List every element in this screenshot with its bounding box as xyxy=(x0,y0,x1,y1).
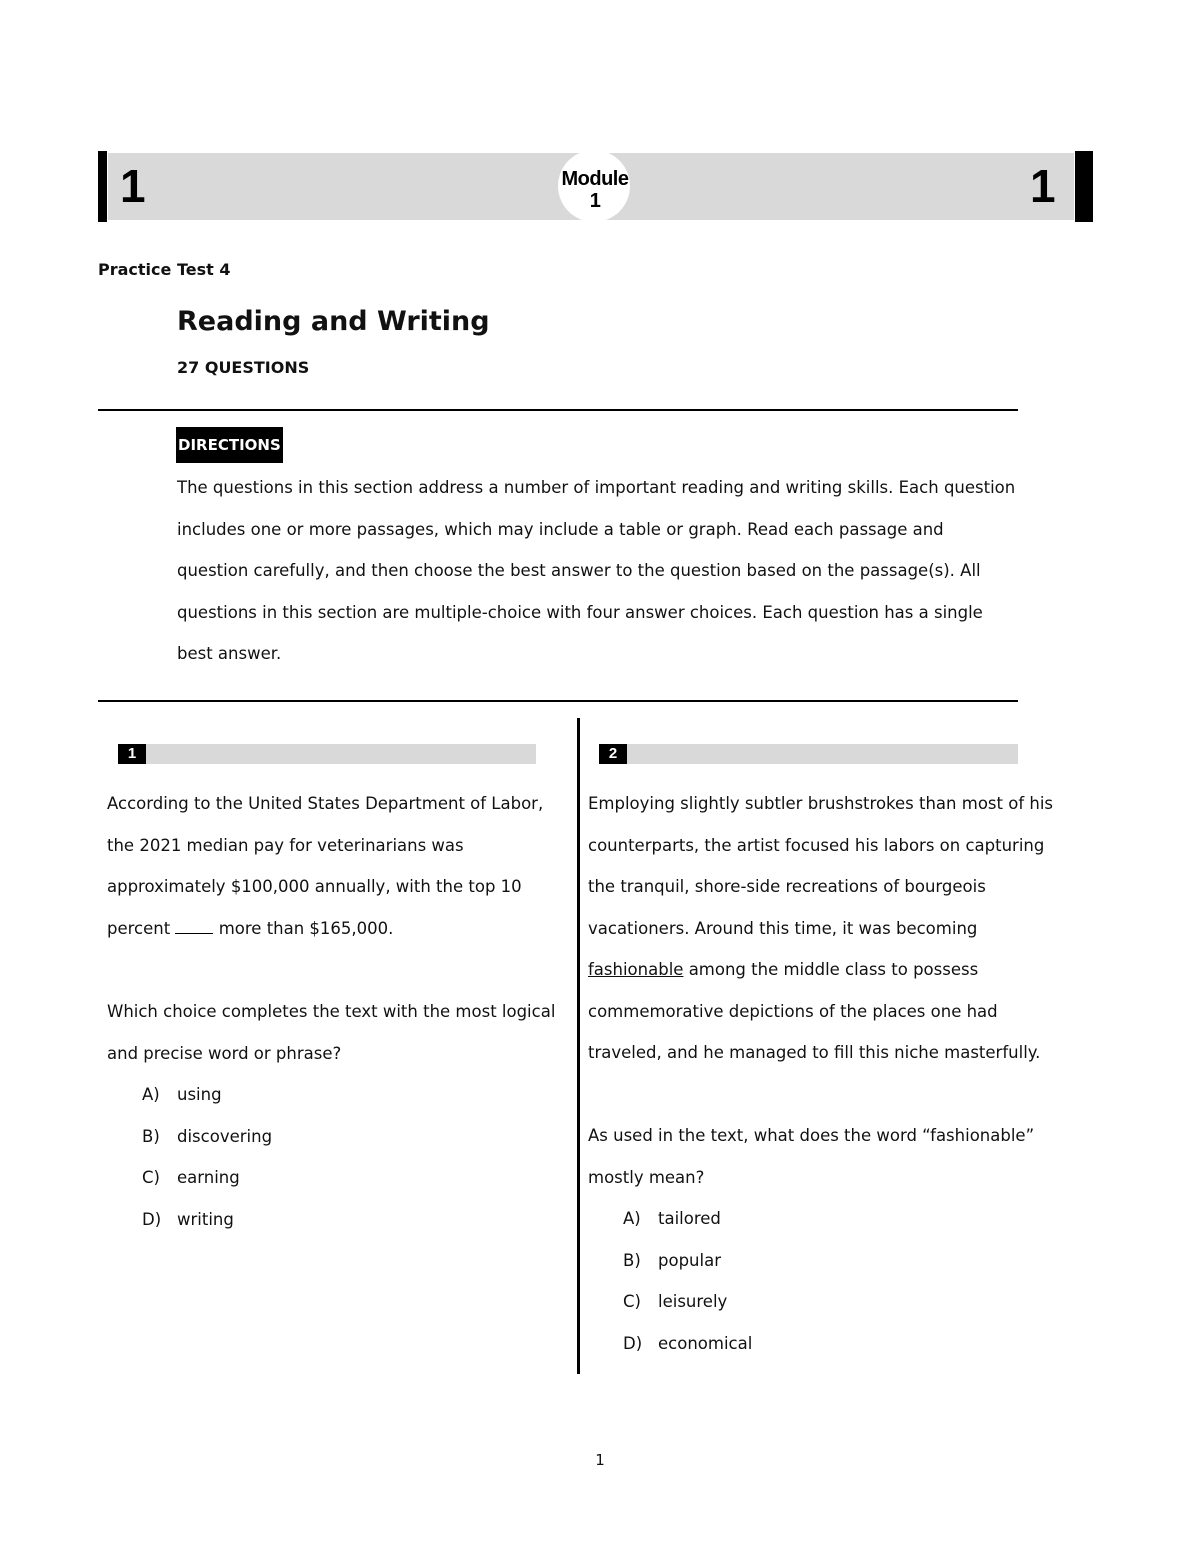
column-divider xyxy=(577,718,580,1374)
choice-text: earning xyxy=(177,1168,240,1187)
answer-choice[interactable] xyxy=(142,1116,272,1158)
answer-choice[interactable] xyxy=(623,1281,752,1323)
header-left-bar xyxy=(98,151,107,222)
question-1-passage-after: more than $165,000. xyxy=(218,918,394,938)
choice-letter: D) xyxy=(142,1209,162,1229)
section-title: Reading and Writing xyxy=(177,306,490,337)
answer-choice[interactable] xyxy=(623,1198,752,1240)
choice-letter: B) xyxy=(623,1250,641,1270)
practice-test-title: Practice Test 4 xyxy=(98,260,231,279)
choice-letter: A) xyxy=(623,1209,641,1228)
choice-letter: A) xyxy=(142,1085,160,1104)
divider-bottom xyxy=(98,700,1018,702)
choice-text: economical xyxy=(658,1333,753,1353)
module-label-text: Module xyxy=(561,168,629,190)
question-2-choices xyxy=(623,1198,752,1364)
choice-text: leisurely xyxy=(658,1292,728,1311)
divider-top xyxy=(98,409,1018,411)
choice-text: tailored xyxy=(658,1209,721,1228)
answer-choice[interactable] xyxy=(142,1074,272,1116)
question-1-blank xyxy=(175,919,213,934)
module-number-left: 1 xyxy=(120,160,146,212)
module-number-right: 1 xyxy=(1030,160,1056,212)
directions-label: DIRECTIONS xyxy=(176,427,283,463)
question-2-passage-part1: Employing slightly subtler brushstrokes than most of his counterparts, the artist focused his labors on capturing the tranquil, shore-side recreations of bourgeois vacationers. Around this time, it was becoming xyxy=(588,794,1054,938)
header-right-bar xyxy=(1075,151,1093,222)
module-label-number: 1 xyxy=(589,190,601,212)
question-2-passage-part2: among the middle class to possess commemorative depictions of the places one had traveled, and he managed to fill this niche masterfully. xyxy=(588,960,1041,1062)
choice-letter: C) xyxy=(142,1168,160,1187)
answer-choice[interactable] xyxy=(142,1157,272,1199)
module-label xyxy=(540,168,650,212)
choice-letter: B) xyxy=(142,1126,160,1146)
choice-letter: C) xyxy=(623,1292,641,1311)
question-1-number: 1 xyxy=(118,744,146,764)
question-2-underlined-word: fashionable xyxy=(588,960,684,979)
question-2-passage xyxy=(588,783,1058,1074)
answer-choice[interactable] xyxy=(623,1240,752,1282)
answer-choice[interactable] xyxy=(142,1199,272,1241)
choice-text: writing xyxy=(177,1209,234,1229)
question-1-choices xyxy=(142,1074,272,1240)
answer-choice[interactable] xyxy=(623,1323,752,1365)
question-1-passage xyxy=(107,783,567,949)
question-1-prompt: Which choice completes the text with the most logical and precise word or phrase? xyxy=(107,1002,556,1063)
question-2-header-bar xyxy=(627,744,1018,764)
directions-text: The questions in this section address a number of important reading and writing skills. Each question includes one or more passages, which may include a table or graph. Read each passage and question carefully, and then choose the best answer to the question based on the passage(s). All questions in this section are multiple-choice with four answer choices. Each question has a single best answer. xyxy=(177,478,1016,663)
page-number: 1 xyxy=(595,1451,605,1469)
question-1-header-bar xyxy=(146,744,536,764)
choice-text: popular xyxy=(658,1250,721,1270)
choice-text: discovering xyxy=(177,1126,273,1146)
question-count: 27 QUESTIONS xyxy=(177,358,310,377)
choice-text: using xyxy=(177,1085,222,1104)
question-1-passage-before: According to the United States Department of Labor, the 2021 median pay for veterinarians was approximately $100,000 annually, with the top 10 percent xyxy=(107,794,544,938)
question-2-prompt: As used in the text, what does the word “fashionable” mostly mean? xyxy=(588,1126,1035,1187)
choice-letter: D) xyxy=(623,1333,643,1353)
question-2-number: 2 xyxy=(599,744,627,764)
